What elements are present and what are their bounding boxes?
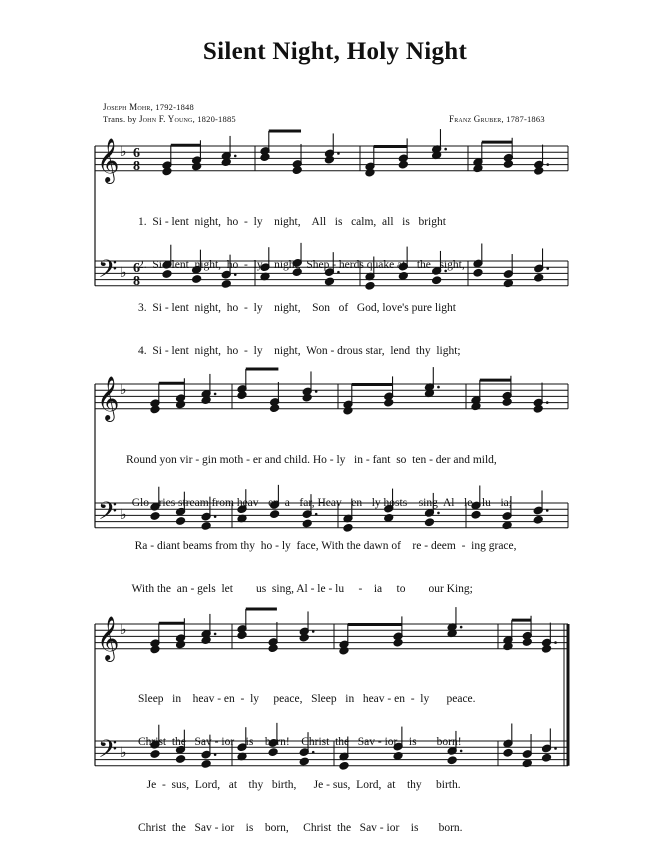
author-name: Joseph Mohr [103,102,151,112]
note-head [503,642,513,651]
note-head [503,279,513,288]
note-head [542,753,552,762]
dot-icon [437,386,440,389]
note-head [533,404,543,413]
note-head [237,391,247,400]
system-2-lyrics [126,424,517,611]
note-head [260,153,270,162]
note-head [533,515,543,524]
time-signature-top: 6 [133,146,140,161]
note-head [221,158,231,167]
time-signature-bottom: 8 [133,274,140,289]
bass-clef-icon: 𝄢 [98,255,118,290]
note-head [324,155,334,164]
system-1-lyrics [138,186,465,373]
note-head [522,638,532,647]
treble-clef-icon: 𝄞 [97,138,120,182]
note-head [503,748,513,757]
verse-3-lyric-line: Ra - diant beams from thy ho - ly face, With the dawn of re - deem - ing grace, [126,540,517,553]
dot-icon [546,267,549,270]
note-head [268,644,278,653]
note-head [503,160,513,169]
dot-icon [337,152,340,155]
dot-icon [546,509,549,512]
composer-name: Franz Gruber [449,114,502,124]
note-head [150,645,160,654]
note-head [522,759,532,768]
flat-icon: ♭ [120,623,127,638]
note-head [292,166,302,175]
note-head [270,404,280,413]
note-head [150,405,160,414]
note-head [201,396,211,405]
note-head [302,393,312,402]
note-head [471,402,481,411]
verse-2-lyric-line: 2. Si - lent night, ho - ly night, Shep - herds quake at the sight, [138,259,465,272]
hymn-title: Silent Night, Holy Night [202,38,468,65]
note-head [542,644,552,653]
time-signature-top: 6 [133,261,140,276]
dot-icon [312,630,315,633]
translator-dates: , 1820-1885 [192,114,236,124]
note-head [339,646,349,655]
note-head [176,400,186,409]
composer-dates: , 1787-1863 [501,114,545,124]
note-head [534,166,544,175]
verse-1-lyric-line: Sleep in heav - en - ly peace, Sleep in heav - en - ly peace. [138,692,476,705]
note-head [201,636,211,645]
note-head [192,162,202,171]
treble-clef-icon: 𝄞 [97,616,120,660]
verse-1-lyric-line: Round yon vir - gin moth - er and child. Ho - ly in - fant so ten - der and mild, [126,453,497,466]
flat-icon: ♭ [120,145,127,160]
note-head [398,160,408,169]
translator-prefix: Trans. by [103,114,139,124]
note-head [502,398,512,407]
note-head [393,638,403,647]
note-head [384,398,394,407]
dot-icon [315,390,318,393]
dot-icon [554,747,557,750]
verse-3-lyric-line: Je - sus, Lord, at thy birth, Je - sus, Lord, at thy birth. [138,779,461,792]
time-signature-bottom: 8 [133,159,140,174]
verse-1-lyric-line: 1. Si - lent night, ho - ly night, All is calm, all is bright [138,215,446,228]
note-head [534,273,544,282]
note-head [343,406,353,415]
verse-3-lyric-line: 3. Si - lent night, ho - ly night, Son of God, love's pure light [138,302,456,315]
verse-2-lyric-line: Glo - ries stream from heav - en a - far, Heav - en - ly hosts sing Al - le - lu - ia; [126,497,512,510]
note-head [176,640,186,649]
note-head [473,268,483,277]
verse-4-lyric-line: 4. Si - lent night, ho - ly night, Won - drous star, lend thy light; [138,345,461,358]
flat-icon: ♭ [120,383,127,398]
dot-icon [234,155,237,158]
system-3-lyrics [138,663,476,850]
bass-clef-icon: 𝄢 [98,735,118,770]
treble-clef-icon: 𝄞 [97,376,120,420]
flat-icon: ♭ [120,746,127,761]
translator-name: John F. Young [138,114,193,124]
note-head [365,168,375,177]
dot-icon [214,393,217,396]
dot-icon [444,148,447,151]
author-dates: , 1792-1848 [150,102,194,112]
verse-2-lyric-line: Christ the Sav - ior is born! Christ the Sav - ior is born! [138,736,462,749]
verse-4-lyric-line: Christ the Sav - ior is born, Christ the Sav - ior is born. [138,822,463,835]
dot-icon [546,401,549,404]
dot-icon [214,633,217,636]
flat-icon: ♭ [120,508,127,523]
note-head [299,633,309,642]
dot-icon [554,641,557,644]
note-head [237,631,247,640]
verse-4-lyric-line: With the an - gels let us sing, Al - le - lu - ia to our King; [126,583,473,596]
dot-icon [546,163,549,166]
flat-icon: ♭ [120,266,127,281]
dot-icon [460,626,463,629]
note-head [162,167,172,176]
bass-clef-icon: 𝄢 [98,497,118,532]
note-head [473,164,483,173]
